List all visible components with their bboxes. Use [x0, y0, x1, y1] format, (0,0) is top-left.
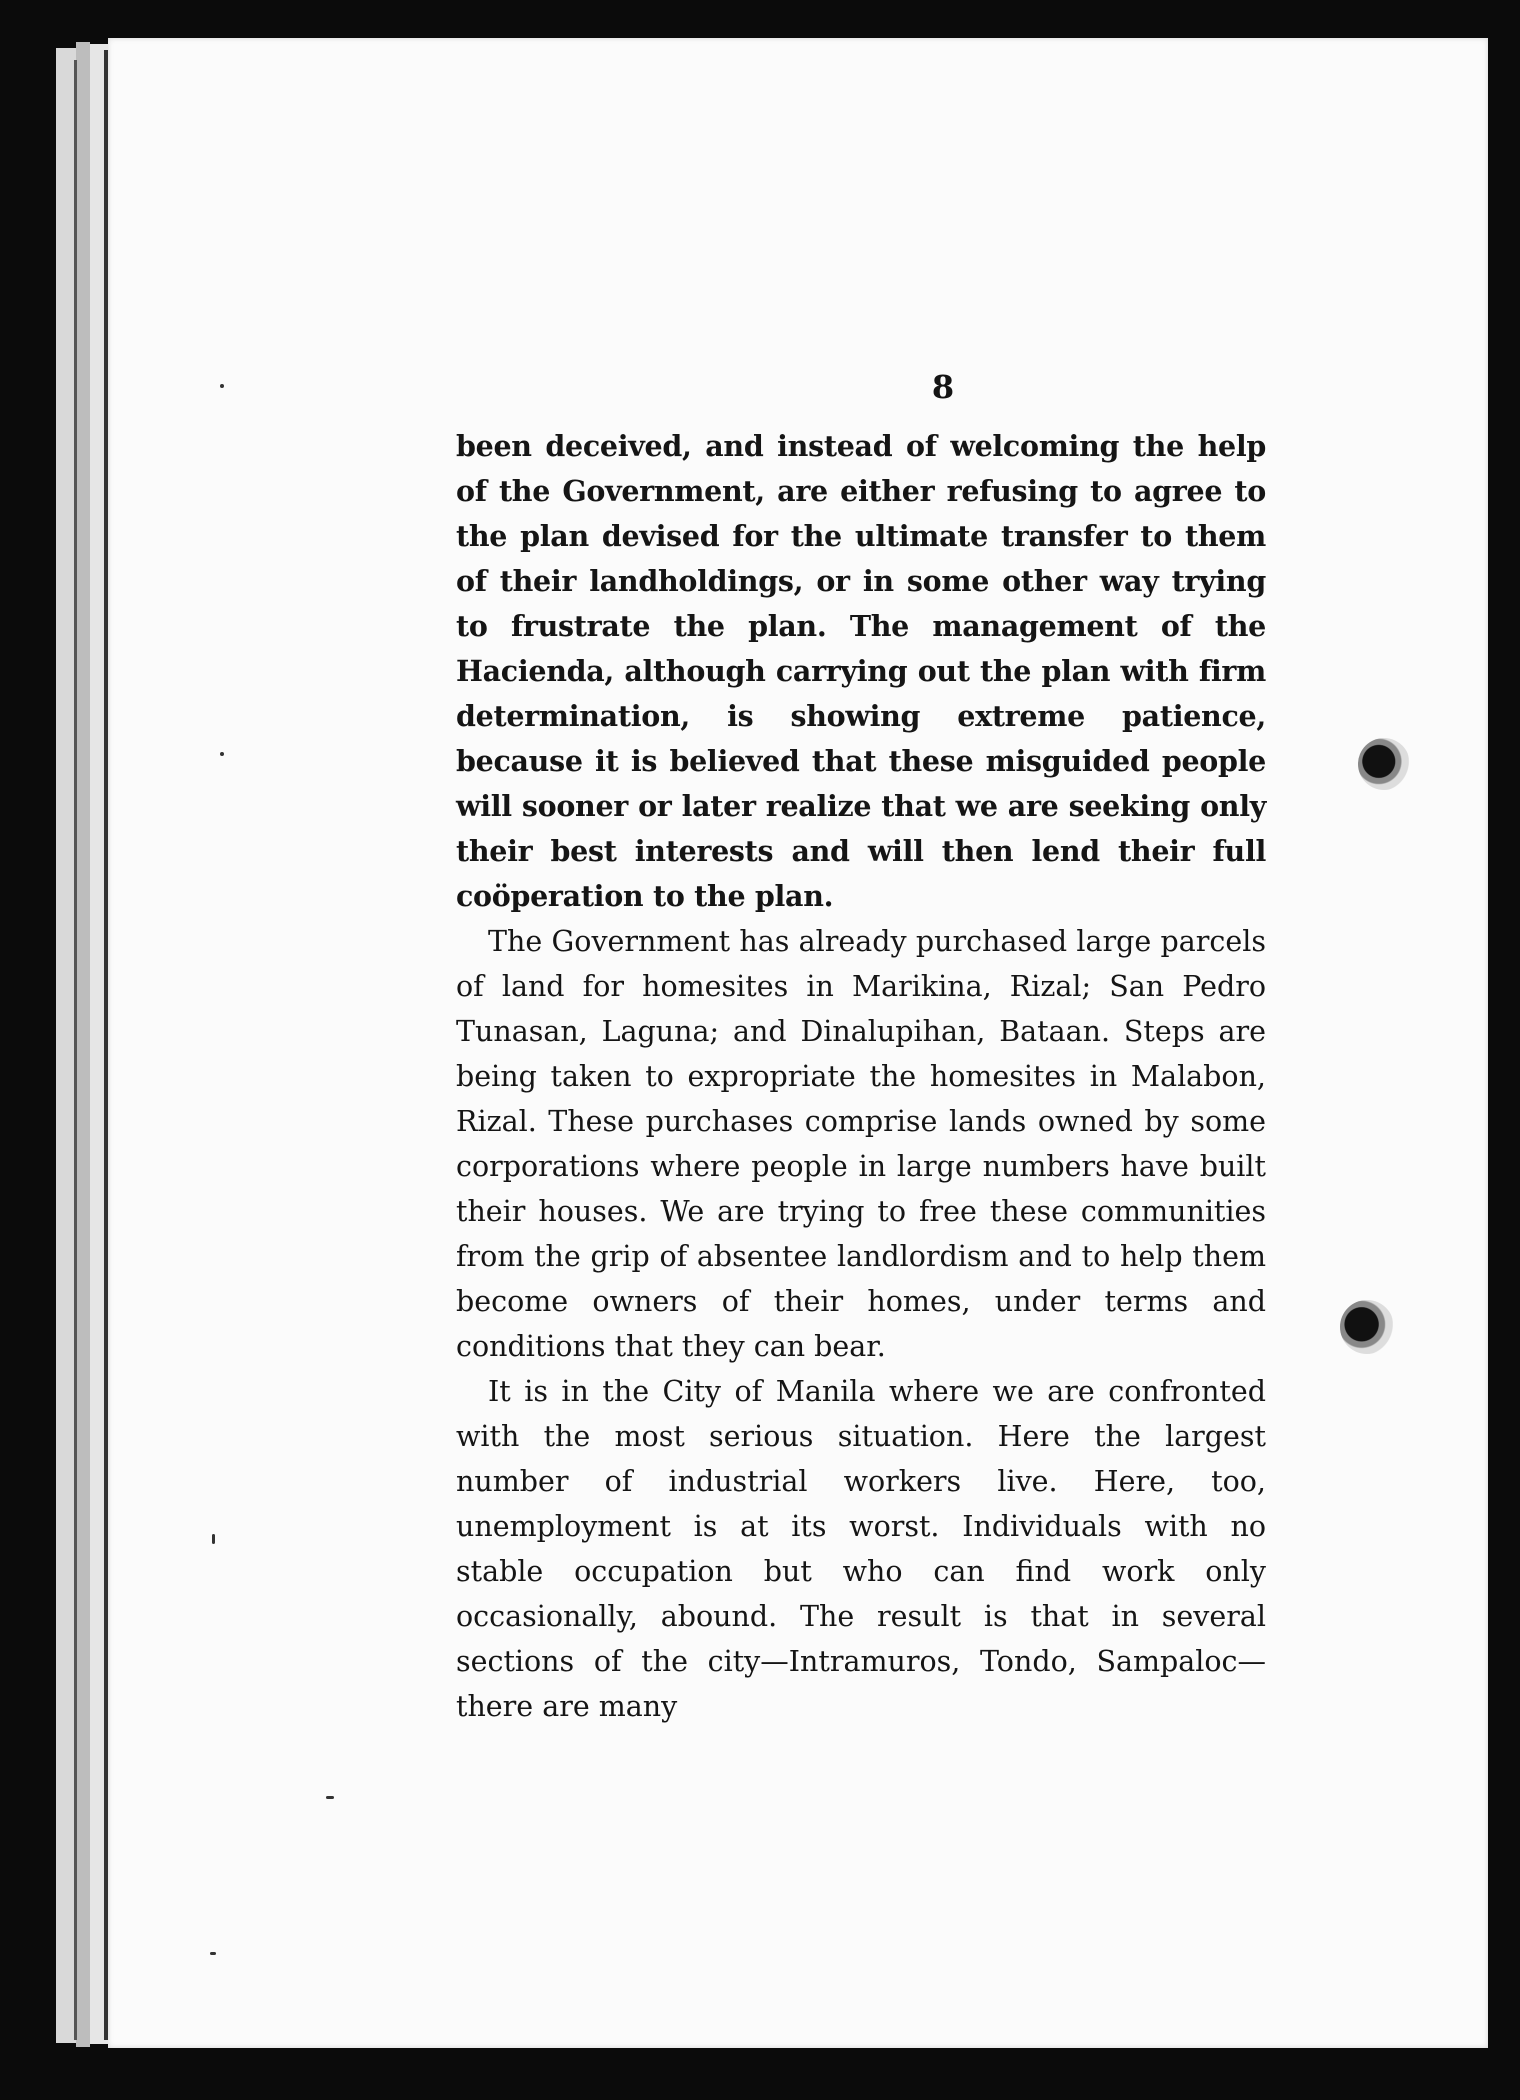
page-number: 8	[931, 368, 955, 406]
sheet-edge	[76, 42, 90, 2047]
punch-hole	[1340, 1300, 1394, 1354]
sheet-edge	[56, 48, 76, 2043]
paragraph-1: been deceived, and instead of welcoming the help of the Government, are either refusing to agree to the plan devised for the ultimate transfer to them of their landholdings, or in some other way trying to frustrate the plan. The management of the Hacienda, although carrying out the plan with firm determination, is showing extreme patience, because it is believed that these misguided people will sooner or later realize that we are seeking only their best interests and will then lend their full coöperation to the plan.	[456, 429, 1266, 913]
speck	[326, 1796, 334, 1799]
sheet-edge-line	[74, 60, 77, 2040]
paragraph-3: It is in the City of Manila where we are confronted with the most serious situation. Here the largest number of industrial workers live. Here, too, unemployment is at its worst. Individuals with no stable occupation but who can find work only occasionally, abound. The result is that in several sections of the city—Intramuros, Tondo, Sampaloc—there are many	[456, 1375, 1266, 1723]
speck	[220, 752, 224, 756]
punch-hole	[1358, 738, 1410, 790]
page	[108, 38, 1488, 2048]
speck	[220, 384, 224, 388]
paragraph-2: The Government has already purchased large parcels of land for homesites in Marikina, Rizal; San Pedro Tunasan, Laguna; and Dinalupihan, Bataan. Steps are being taken to expropriate the homesites in Malabon, Rizal. These purchases comprise lands owned by some corporations where people in large numbers have built their houses. We are trying to free these communities from the grip of absentee landlordism and to help them become owners of their homes, under terms and conditions that they can bear.	[456, 925, 1266, 1363]
speck	[212, 1534, 215, 1544]
speck	[210, 1952, 216, 1955]
body-text	[456, 424, 1266, 1729]
